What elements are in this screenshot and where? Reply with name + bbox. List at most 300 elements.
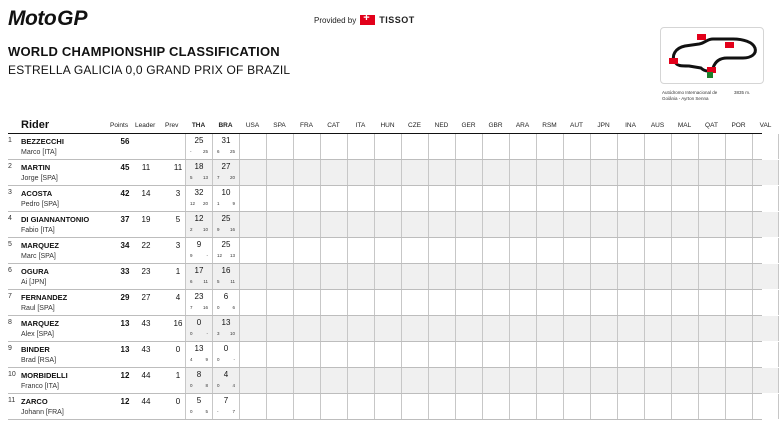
event-result-cell: [185, 316, 212, 341]
event-column-header: JPN: [597, 122, 610, 129]
event-result-cell: [536, 290, 563, 315]
leader-gap-value: 22: [141, 241, 151, 250]
event-total-points: 23: [194, 292, 204, 301]
event-result-cell: [617, 342, 644, 367]
event-result-cell: [590, 238, 617, 263]
event-result-cell: [266, 134, 293, 159]
table-row: [8, 134, 762, 160]
event-result-cell: [482, 186, 509, 211]
event-result-cell: [239, 134, 266, 159]
leader-gap-value: 43: [141, 345, 151, 354]
event-result-cell: [401, 316, 428, 341]
event-result-cell: [563, 238, 590, 263]
event-result-cell: [671, 290, 698, 315]
sprint-points: 0: [190, 383, 193, 388]
event-result-cell: [239, 160, 266, 185]
event-result-cell: [401, 238, 428, 263]
event-result-cell: [482, 394, 509, 419]
event-column-header: RSM: [542, 122, 557, 129]
prev-gap-value: 3: [175, 189, 181, 198]
event-result-cell: [374, 134, 401, 159]
event-result-cell: [185, 264, 212, 289]
rider-surname: MARTIN: [21, 163, 51, 172]
event-result-cell: [752, 160, 779, 185]
event-result-cell: [374, 394, 401, 419]
event-result-cell: [212, 342, 239, 367]
event-result-cell: [590, 212, 617, 237]
track-marker-icon: [725, 42, 734, 48]
event-result-cell: [482, 160, 509, 185]
event-result-cell: [266, 186, 293, 211]
event-result-cell: [698, 160, 725, 185]
rider-surname: ACOSTA: [21, 189, 53, 198]
event-result-cell: [482, 212, 509, 237]
event-result-cell: [455, 264, 482, 289]
race-points: 13: [229, 253, 235, 258]
event-result-cell: [212, 264, 239, 289]
event-result-cell: [698, 342, 725, 367]
event-result-cell: [644, 160, 671, 185]
position-number: 5: [8, 241, 12, 248]
event-result-cell: [320, 160, 347, 185]
event-result-cell: [698, 264, 725, 289]
table-row: [8, 342, 762, 368]
event-result-cell: [347, 212, 374, 237]
event-result-cell: [644, 316, 671, 341]
sprint-points: 12: [190, 201, 196, 206]
event-result-cell: [536, 186, 563, 211]
table-row: [8, 368, 762, 394]
position-number: 1: [8, 137, 12, 144]
rider-surname: FERNANDEZ: [21, 293, 68, 302]
event-result-cell: [212, 238, 239, 263]
event-result-cell: [590, 368, 617, 393]
event-result-cell: [266, 264, 293, 289]
event-total-points: 10: [221, 188, 231, 197]
leader-gap-value: 27: [141, 293, 151, 302]
event-result-cell: [239, 342, 266, 367]
rider-given-name: Marc [SPA]: [21, 253, 56, 260]
event-result-cell: [212, 160, 239, 185]
event-column-header: QAT: [705, 122, 718, 129]
event-result-cell: [212, 394, 239, 419]
event-result-cell: [725, 264, 752, 289]
event-result-cell: [320, 316, 347, 341]
event-result-cell: [401, 212, 428, 237]
event-result-cell: [266, 394, 293, 419]
event-result-cell: [185, 160, 212, 185]
event-total-points: 27: [221, 162, 231, 171]
event-result-cell: [455, 342, 482, 367]
event-result-cell: [590, 134, 617, 159]
race-points: 11: [230, 279, 235, 284]
rider-surname: MARQUEZ: [21, 319, 59, 328]
event-result-cell: [347, 134, 374, 159]
event-result-cell: [185, 394, 212, 419]
event-result-cell: [320, 134, 347, 159]
motogp-logo: [8, 8, 88, 30]
event-result-cell: [752, 212, 779, 237]
event-result-cell: [374, 238, 401, 263]
leader-gap-value: 43: [141, 319, 151, 328]
sponsor-line: [314, 15, 415, 25]
event-result-cell: [698, 134, 725, 159]
points-value: 12: [120, 371, 130, 380]
sprint-points: 12: [217, 253, 223, 258]
event-result-cell: [671, 394, 698, 419]
event-column-header: FRA: [300, 122, 313, 129]
race-points: 16: [229, 227, 235, 232]
event-result-cell: [563, 394, 590, 419]
position-number: 8: [8, 319, 12, 326]
event-result-cell: [509, 134, 536, 159]
event-result-cell: [536, 212, 563, 237]
event-total-points: 0: [196, 318, 202, 327]
event-result-cell: [725, 134, 752, 159]
event-result-cell: [293, 342, 320, 367]
event-result-cell: [320, 212, 347, 237]
event-result-cell: [752, 186, 779, 211]
event-result-cell: [455, 186, 482, 211]
sprint-points: 5: [217, 279, 220, 284]
event-result-cell: [212, 186, 239, 211]
points-value: 42: [120, 189, 130, 198]
event-total-points: 31: [221, 136, 231, 145]
event-result-cell: [644, 212, 671, 237]
event-result-cell: [752, 316, 779, 341]
event-result-cell: [347, 290, 374, 315]
event-result-cell: [698, 368, 725, 393]
event-result-cell: [185, 212, 212, 237]
event-result-cell: [563, 290, 590, 315]
sprint-points: 6: [190, 279, 193, 284]
event-result-cell: [563, 342, 590, 367]
event-result-cell: [428, 160, 455, 185]
rider-given-name: Raul [SPA]: [21, 305, 55, 312]
event-result-cell: [509, 212, 536, 237]
race-points: 10: [202, 227, 208, 232]
event-result-cell: [401, 368, 428, 393]
event-result-cell: [185, 342, 212, 367]
sprint-points: 2: [190, 227, 193, 232]
rider-given-name: Marco [ITA]: [21, 149, 57, 156]
event-result-cell: [563, 134, 590, 159]
race-points: 6: [232, 305, 235, 310]
event-column-header: POR: [731, 122, 746, 129]
event-result-cell: [266, 212, 293, 237]
event-result-cell: [671, 212, 698, 237]
prev-gap-value: 11: [173, 163, 183, 172]
prev-gap-value: 1: [175, 267, 181, 276]
event-result-cell: [590, 290, 617, 315]
event-result-cell: [482, 368, 509, 393]
track-map: [660, 27, 764, 84]
event-result-cell: [752, 290, 779, 315]
event-result-cell: [320, 186, 347, 211]
event-result-cell: [671, 160, 698, 185]
event-result-cell: [428, 238, 455, 263]
event-result-cell: [509, 342, 536, 367]
leader-gap-value: 44: [141, 397, 151, 406]
sprint-points: 0: [190, 331, 193, 336]
event-result-cell: [671, 316, 698, 341]
event-result-cell: [536, 368, 563, 393]
event-result-cell: [239, 316, 266, 341]
event-result-cell: [644, 290, 671, 315]
event-result-cell: [509, 394, 536, 419]
event-result-cell: [617, 238, 644, 263]
event-result-cell: [293, 238, 320, 263]
event-result-cell: [428, 368, 455, 393]
event-column-header: GBR: [488, 122, 503, 129]
event-result-cell: [266, 160, 293, 185]
tissot-mark-icon: [360, 15, 375, 25]
race-points: -: [233, 357, 235, 362]
event-total-points: 13: [194, 344, 204, 353]
position-number: 2: [8, 163, 12, 170]
race-points: 9: [205, 357, 208, 362]
position-number: 4: [8, 215, 12, 222]
rider-surname: BEZZECCHI: [21, 137, 64, 146]
event-result-cell: [563, 264, 590, 289]
prev-gap-value: 16: [173, 319, 183, 328]
event-result-cell: [401, 394, 428, 419]
event-result-cell: [482, 316, 509, 341]
event-result-cell: [752, 368, 779, 393]
event-result-cell: [347, 186, 374, 211]
event-result-cell: [320, 368, 347, 393]
event-result-cell: [455, 238, 482, 263]
race-points: 9: [232, 201, 235, 206]
event-result-cell: [725, 368, 752, 393]
event-total-points: 6: [223, 292, 229, 301]
sprint-points: 0: [217, 305, 220, 310]
event-result-cell: [266, 368, 293, 393]
event-result-cell: [266, 238, 293, 263]
event-column-header: VAL: [759, 122, 772, 129]
event-column-header: AUS: [650, 122, 665, 129]
position-number: 7: [8, 293, 12, 300]
points-value: 13: [120, 319, 130, 328]
sprint-points: 9: [190, 253, 193, 258]
event-result-cell: [212, 316, 239, 341]
points-value: 56: [120, 137, 130, 146]
event-total-points: 8: [196, 370, 202, 379]
sprint-points: 0: [190, 409, 193, 414]
event-result-cell: [617, 186, 644, 211]
event-total-points: 32: [194, 188, 204, 197]
event-result-cell: [644, 264, 671, 289]
rider-surname: MARQUEZ: [21, 241, 59, 250]
event-result-cell: [374, 186, 401, 211]
table-row: [8, 160, 762, 186]
event-total-points: 16: [221, 266, 231, 275]
rider-given-name: Franco [ITA]: [21, 383, 59, 390]
event-result-cell: [347, 238, 374, 263]
event-result-cell: [725, 160, 752, 185]
event-total-points: 5: [196, 396, 202, 405]
rider-surname: OGURA: [21, 267, 49, 276]
provided-by-text: Provided by: [314, 15, 357, 25]
event-column-header: ITA: [355, 122, 366, 129]
event-result-cell: [752, 342, 779, 367]
event-result-cell: [617, 368, 644, 393]
start-marker-icon: [707, 72, 713, 78]
event-result-cell: [428, 186, 455, 211]
race-points: 4: [232, 383, 235, 388]
event-result-cell: [320, 394, 347, 419]
race-points: 20: [229, 175, 235, 180]
event-column-header: INA: [625, 122, 636, 129]
event-result-cell: [536, 264, 563, 289]
event-result-cell: [455, 212, 482, 237]
rider-given-name: Johann [FRA]: [21, 409, 64, 416]
race-points: 25: [202, 149, 208, 154]
event-total-points: 13: [221, 318, 231, 327]
event-result-cell: [482, 238, 509, 263]
event-result-cell: [239, 212, 266, 237]
race-points: 10: [229, 331, 235, 336]
event-result-cell: [401, 160, 428, 185]
table-header: [8, 118, 772, 134]
event-result-cell: [563, 160, 590, 185]
track-marker-icon: [669, 58, 678, 64]
event-result-cell: [347, 342, 374, 367]
position-number: 9: [8, 345, 12, 352]
rider-given-name: Fabio [ITA]: [21, 227, 55, 234]
event-result-cell: [293, 264, 320, 289]
event-result-cell: [590, 394, 617, 419]
event-result-cell: [617, 160, 644, 185]
event-result-cell: [509, 160, 536, 185]
event-result-cell: [185, 134, 212, 159]
event-result-cell: [374, 342, 401, 367]
points-column-header: Points: [110, 122, 129, 129]
sprint-points: 1: [217, 201, 220, 206]
event-result-cell: [293, 186, 320, 211]
event-column-header: GER: [461, 122, 476, 129]
event-result-cell: [671, 134, 698, 159]
event-column-header: ARA: [515, 122, 530, 129]
event-result-cell: [428, 316, 455, 341]
sponsor-name: TISSOT: [379, 15, 415, 25]
track-name: Autódromo Internacional de Goiânia - Ayrton Senna: [662, 90, 718, 101]
track-marker-icon: [697, 34, 706, 40]
classification-table: [8, 118, 772, 420]
rider-surname: DI GIANNANTONIO: [21, 215, 90, 224]
rider-given-name: Ai [JPN]: [21, 279, 47, 286]
event-result-cell: [482, 264, 509, 289]
event-result-cell: [482, 290, 509, 315]
event-column-header: CAT: [327, 122, 340, 129]
points-value: 34: [120, 241, 130, 250]
event-column-header: CZE: [408, 122, 421, 129]
event-column-header: NED: [434, 122, 449, 129]
event-result-cell: [185, 368, 212, 393]
event-result-cell: [428, 134, 455, 159]
event-result-cell: [374, 290, 401, 315]
position-number: 10: [8, 371, 16, 378]
event-result-cell: [698, 238, 725, 263]
event-result-cell: [347, 160, 374, 185]
event-result-cell: [509, 316, 536, 341]
event-result-cell: [266, 290, 293, 315]
rider-given-name: Pedro [SPA]: [21, 201, 60, 208]
event-result-cell: [347, 394, 374, 419]
event-total-points: 25: [221, 214, 231, 223]
event-column-header: USA: [245, 122, 260, 129]
event-result-cell: [455, 290, 482, 315]
event-result-cell: [698, 290, 725, 315]
event-result-cell: [509, 186, 536, 211]
event-column-header: THA: [191, 122, 206, 129]
sprint-points: 4: [190, 357, 193, 362]
event-result-cell: [347, 264, 374, 289]
event-result-cell: [536, 316, 563, 341]
event-result-cell: [455, 160, 482, 185]
event-result-cell: [698, 316, 725, 341]
prev-gap-value: 0: [175, 397, 181, 406]
event-result-cell: [536, 134, 563, 159]
event-result-cell: [482, 134, 509, 159]
event-result-cell: [320, 238, 347, 263]
event-result-cell: [563, 316, 590, 341]
race-points: 8: [205, 383, 208, 388]
event-result-cell: [671, 368, 698, 393]
race-points: -: [206, 253, 208, 258]
event-result-cell: [455, 134, 482, 159]
points-value: 37: [120, 215, 130, 224]
event-result-cell: [752, 238, 779, 263]
prev-gap-value: 5: [175, 215, 181, 224]
event-result-cell: [428, 290, 455, 315]
event-result-cell: [698, 186, 725, 211]
event-result-cell: [563, 212, 590, 237]
event-result-cell: [428, 212, 455, 237]
event-column-header: BRA: [218, 122, 233, 129]
event-result-cell: [536, 342, 563, 367]
event-result-cell: [239, 186, 266, 211]
event-result-cell: [590, 316, 617, 341]
event-result-cell: [293, 212, 320, 237]
event-result-cell: [347, 368, 374, 393]
points-value: 33: [120, 267, 130, 276]
event-result-cell: [293, 134, 320, 159]
event-result-cell: [725, 186, 752, 211]
event-result-cell: [239, 368, 266, 393]
event-result-cell: [644, 368, 671, 393]
rider-surname: ZARCO: [21, 397, 48, 406]
event-result-cell: [266, 342, 293, 367]
sprint-points: 9: [217, 227, 220, 232]
event-result-cell: [536, 160, 563, 185]
event-result-cell: [401, 134, 428, 159]
event-result-cell: [293, 394, 320, 419]
event-result-cell: [212, 134, 239, 159]
event-result-cell: [617, 290, 644, 315]
event-result-cell: [671, 264, 698, 289]
event-result-cell: [374, 212, 401, 237]
event-result-cell: [752, 264, 779, 289]
position-number: 6: [8, 267, 12, 274]
event-result-cell: [644, 134, 671, 159]
sprint-points: 7: [190, 305, 193, 310]
event-result-cell: [455, 394, 482, 419]
event-total-points: 4: [223, 370, 229, 379]
leader-gap-value: 44: [141, 371, 151, 380]
race-points: 5: [205, 409, 208, 414]
event-result-cell: [401, 186, 428, 211]
